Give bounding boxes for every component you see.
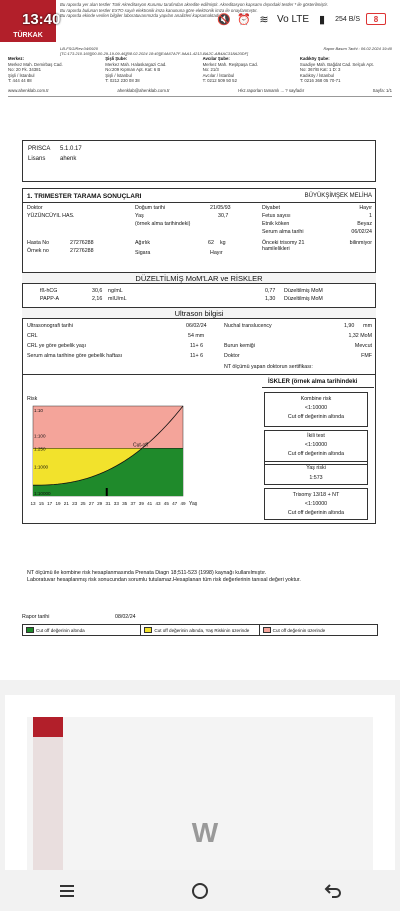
- nt-value: 1,90: [344, 323, 355, 329]
- x-tick-label: 23: [72, 501, 78, 506]
- mom-section-title: DÜZELTİLMİŞ MoM'LAR ve RİSKLER: [22, 272, 376, 284]
- x-tick-label: 35: [122, 501, 128, 506]
- x-tick-label: 19: [55, 501, 61, 506]
- x-tick-label: 33: [113, 501, 119, 506]
- age-label: Yaş: [135, 213, 144, 219]
- weight-label: Ağırlık: [135, 240, 151, 246]
- patient-no-value: 27276288: [70, 240, 94, 246]
- risk-double-value: <1:10000: [304, 442, 328, 448]
- legend-label: Cut off değerinin altında: [36, 627, 85, 633]
- next-page-logo-strip: [33, 717, 63, 870]
- doctor2-label: Doktor: [224, 353, 240, 359]
- mute-icon: 🔇: [217, 13, 231, 26]
- serum-date-value: 06/02/24: [351, 229, 372, 235]
- status-bar: [0, 0, 400, 38]
- prisca-label: PRISCA: [28, 146, 51, 152]
- hcg-value: 30,6: [92, 288, 103, 294]
- alarm-icon: ⏰: [237, 13, 251, 26]
- nasal-bone-value: Mevcut: [354, 343, 372, 349]
- hcg-mom: 0,77: [265, 288, 276, 294]
- divider: [262, 387, 374, 388]
- risk-panel-title: İSKLER (örnek alma tarihindeki: [268, 379, 358, 385]
- doctor-label: Doktor: [27, 205, 43, 211]
- x-tick-label: 47: [172, 501, 178, 506]
- x-tick-label: 21: [63, 501, 69, 506]
- x-tick-label: 29: [97, 501, 103, 506]
- x-tick-label: 13: [30, 501, 36, 506]
- sample-no-label: Örnek no: [27, 248, 49, 254]
- license-label: Lisans: [28, 156, 46, 162]
- nt-mom: 1,32 MoM: [348, 333, 372, 339]
- speed-label: 254 B/S: [335, 15, 360, 23]
- age-value: 30,7: [218, 213, 229, 219]
- y-tick-label: 1:100: [34, 433, 46, 439]
- hcg-label: fß-hCG: [40, 288, 58, 294]
- branch-sisli: Şişli Şube: Merkez Mah. Halaskargazi Cad. No:209 Kıpman Apt. Kat: 6 B Şişli / İstanbul T: 0212 230 08 38: [105, 56, 167, 84]
- pappa-unit: mIU/mL: [108, 296, 127, 302]
- cutoff-label: Cut-off: [133, 442, 148, 449]
- x-tick-label: 49: [180, 501, 186, 506]
- email-link[interactable]: ahenklab@ahenklab.com.tr: [117, 88, 170, 93]
- risk-chart: [27, 396, 215, 512]
- print-date: Rapor Basım Tarihi : 06.02.2024 19:40: [323, 46, 392, 51]
- report-date-label: Rapor tarihi: [22, 614, 50, 620]
- header-note: Bu raporda ekinde verilen bilgiler laboratuvarımızda yapılan analizleri kapsamaktadır.: [60, 13, 222, 18]
- license-value: ahenk: [60, 156, 77, 162]
- risk-combined-note: Cut off değerinin altında: [287, 414, 345, 420]
- us-date-value: 06/02/24: [186, 323, 207, 329]
- legend-swatch-yellow: [144, 627, 152, 633]
- weight-value: 62: [208, 240, 214, 246]
- crl-value: 54 mm: [188, 333, 205, 339]
- home-icon[interactable]: [180, 876, 220, 906]
- prisca-version: 5.1.0.17: [60, 146, 82, 152]
- x-tick-label: 15: [38, 501, 44, 506]
- risk-t13-label: Trisomy 13/18 + NT: [292, 492, 340, 498]
- cert-note: NT ölçümü yapan doktorun sertifikası:: [224, 364, 313, 370]
- pappa-label: PAPP-A: [40, 296, 60, 302]
- hcg-unit: ng/mL: [108, 288, 123, 294]
- risk-double-note: Cut off değerinin altında: [287, 451, 345, 457]
- ethnic-value: Beyaz: [357, 221, 372, 227]
- serum-age-value: 11+ 6: [190, 353, 204, 359]
- footnote-1: NT ölçümü ile kombine risk hesaplanmasında Prenata Diagn 18;511-523 (1998) kaynağı kullanılmıştır.: [27, 570, 267, 576]
- risk-t13-value: <1:10000: [304, 501, 328, 507]
- clock: 13:40: [22, 10, 61, 28]
- back-icon[interactable]: [313, 876, 353, 906]
- next-page: [5, 695, 395, 870]
- serum-age-label: Serum alma tarihine göre gebelik haftası: [27, 353, 123, 359]
- chart-title: Risk: [27, 396, 38, 402]
- accreditation-note: Hkz.raporları tamamlı ... ? sayfadır: [238, 88, 305, 93]
- serum-date-label: Serum alma tarihi: [262, 229, 304, 235]
- patient-no-label: Hasta No: [27, 240, 50, 246]
- divider: [22, 374, 376, 375]
- battery-icon: 8: [366, 13, 386, 25]
- diabetes-value: Hayır: [359, 205, 372, 211]
- y-tick-label: 1:10: [34, 408, 43, 413]
- nasal-bone-label: Burun kemiği: [224, 343, 255, 349]
- x-tick-label: 41: [147, 501, 153, 506]
- legend-swatch-red: [263, 627, 271, 633]
- x-tick-label: 31: [105, 501, 111, 506]
- us-date-label: Ultrasonografi tarihi: [27, 323, 73, 329]
- y-tick-label: 1:250: [34, 446, 46, 452]
- patient-marker: [106, 488, 108, 496]
- wifi-icon: ≋: [259, 13, 269, 26]
- crl-label: CRL: [27, 333, 38, 339]
- smoker-value: Hayır: [210, 250, 223, 256]
- nt-unit: mm: [363, 323, 372, 329]
- y-tick-label: 1:1000: [34, 464, 49, 470]
- legend-swatch-green: [26, 627, 34, 633]
- pappa-mom: 1,30: [265, 296, 276, 302]
- legend-item: [23, 625, 140, 635]
- risk-age-label: Yaş riski: [306, 465, 326, 471]
- x-tick-label: 45: [163, 501, 169, 506]
- legend: [22, 624, 378, 636]
- risk-chart-svg: [27, 396, 215, 512]
- fetus-label: Fetus sayısı: [262, 213, 291, 219]
- patient-name: BÜYÜKŞİMŞEK MELİHA: [304, 193, 372, 199]
- branch-kadikoy: Kadıköy Şube: Suadiye Mah. Bağdat Cad. Selçuk Apt. No: 367/B Kat: 1 D: 3 Kadıköy / İstanbul T: 0216 368 05 70-71: [299, 56, 374, 84]
- nt-label: Nuchal translucency: [224, 323, 272, 329]
- risk-age-value: 1:573: [309, 475, 323, 481]
- page-number: Sayfa: 1/1: [372, 88, 392, 93]
- network-label: Vo LTE: [277, 13, 310, 25]
- legend-item: [259, 625, 377, 635]
- watermark-icon: W: [191, 817, 219, 848]
- dob-value: 21/05/93: [210, 205, 231, 211]
- legend-label: Cut off değerinin altında, Yaş Riskinin üzerinde: [154, 627, 250, 633]
- diabetes-label: Diyabet: [262, 205, 280, 211]
- status-icons: [217, 12, 386, 26]
- contact-line: [8, 88, 392, 97]
- crl-age-value: 11+ 6: [190, 343, 204, 349]
- x-tick-label: 39: [138, 501, 144, 506]
- risk-combined-value: <1:10000: [304, 405, 328, 411]
- header-note: Bu raporda bulunan testler EXTO sayılı elektronik imza kanununa göre elektronik imza ile onaylanmıştır.: [60, 7, 258, 13]
- doctor2-value: FMF: [361, 353, 372, 359]
- pappa-mom-label: Düzeltilmiş MoM: [284, 296, 323, 302]
- footnote-2: Laboratuvar hesaplanmış risk sonucundan sorumlu tutulamaz.Hesaplanan tüm risk değerlerinin tanısal değeri yoktur.: [27, 577, 301, 583]
- doctor-value: YÜZÜNCÜYIL HAS.: [27, 213, 75, 219]
- risk-t13-note: Cut off değerinin altında: [287, 510, 345, 516]
- x-tick-label: 37: [130, 501, 136, 506]
- results-title: 1. TRIMESTER TARAMA SONUÇLARI: [27, 193, 142, 200]
- website-link[interactable]: www.ahenklab.com.tr: [8, 88, 49, 93]
- divider: [22, 202, 376, 203]
- ultrasound-section-title: Ultrason bilgisi: [22, 307, 376, 319]
- branch-avcilar: Avcılar Şube: Merkez Mah. Reşitpaşa Cad. No: 21/3 Avcılar / İstanbul T: 0212 509 50 52: [202, 56, 258, 84]
- prev-trisomy-value: bilinmiyor: [349, 240, 372, 246]
- fetus-value: 1: [369, 213, 372, 219]
- header-note: Bu raporda yer alan testler Türk Akreditasyon Kurumu tarafından akredite edilmiştir. Akreditasyon kapsamı dışındaki testler * ile gösterilmiştir.: [60, 2, 329, 7]
- risk-double-label: İkili test: [307, 433, 325, 439]
- x-tick-label: 27: [88, 501, 94, 506]
- x-axis-label: Yaş: [189, 501, 198, 507]
- signal-icon: ▮: [319, 13, 326, 26]
- x-tick-label: 17: [47, 501, 53, 506]
- ethnic-label: Etnik köken: [262, 221, 290, 227]
- pappa-value: 2,16: [92, 296, 103, 302]
- x-tick-label: 43: [155, 501, 161, 506]
- y-tick-label: 1:10000: [34, 491, 51, 496]
- navigation-bar: [0, 870, 400, 911]
- x-tick-label: 25: [80, 501, 86, 506]
- lab-logo: TÜRKAK: [0, 0, 56, 42]
- smoker-label: Sigara: [135, 250, 151, 256]
- legend-label: Cut off değerinin üzerinde: [272, 627, 326, 633]
- sample-no-value: 27276288: [70, 248, 94, 254]
- report-date-value: 08/02/24: [115, 614, 136, 620]
- crl-age-label: CRL ye göre gebelik yaşı: [27, 343, 86, 349]
- dob-label: Doğum tarihi: [135, 205, 166, 211]
- risk-combined-label: Kombine risk: [300, 396, 332, 402]
- branch-list: [8, 56, 392, 84]
- age-note: (örnek alma tarihindeki): [135, 221, 191, 227]
- menu-icon[interactable]: [47, 876, 87, 906]
- weight-unit: kg: [220, 240, 226, 246]
- hcg-mom-label: Düzeltilmiş MoM: [284, 288, 323, 294]
- branch-merkez: Merkez: Merkez Mah. Demirbaş Cad. No: 20 Fk. 34381 Şişli / İstanbul T: 444 44 88: [8, 56, 63, 84]
- legend-item: [140, 625, 258, 635]
- ref-line: LB-FSG/Rev.04/0920 [TC:173.210.160][00-00-29-19-09-46][08.02.2024 18:40][E4A67A7F-9AA1-4213-BA2C-AB4AC318A20DF]: [60, 46, 249, 56]
- prev-trisomy-label: Önceki trisomy 21 hamilelikleri: [262, 240, 305, 253]
